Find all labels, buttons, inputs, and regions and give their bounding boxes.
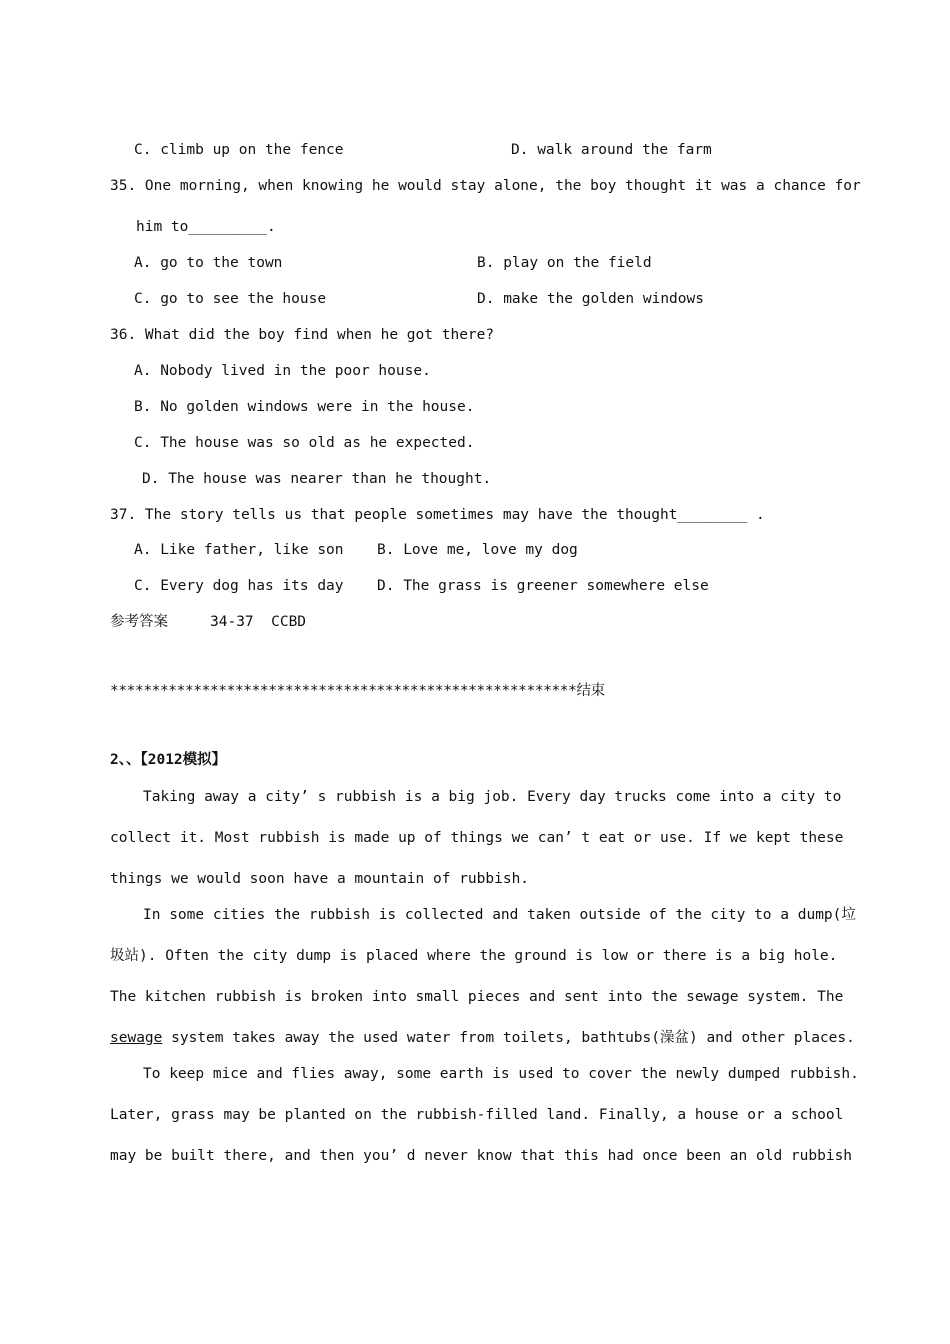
- passage-p2-line3: The kitchen rubbish is broken into small pieces and sent into the sewage system. The: [110, 989, 844, 1005]
- section-divider: ********************************************************结束: [110, 683, 605, 699]
- passage-p3-line2: Later, grass may be planted on the rubbish-filled land. Finally, a house or a school: [110, 1107, 844, 1123]
- q36-stem: 36. What did the boy find when he got there?: [110, 327, 495, 343]
- passage-p1-line3: things we would soon have a mountain of rubbish.: [110, 871, 530, 887]
- answer-key-value: 34-37 CCBD: [210, 614, 307, 630]
- passage-p2-line4-rest: system takes away the used water from toilets, bathtubs(澡盆) and other places.: [162, 1030, 855, 1046]
- q37-stem: 37. The story tells us that people sometimes may have the thought________ .: [110, 507, 765, 523]
- q36-option-a: A. Nobody lived in the poor house.: [134, 363, 431, 379]
- q37-option-b: B. Love me, love my dog: [377, 542, 578, 558]
- passage-p3-line3: may be built there, and then you’ d never know that this had once been an old rubbish: [110, 1148, 853, 1164]
- q36-option-b: B. No golden windows were in the house.: [134, 399, 475, 415]
- q34-option-d: D. walk around the farm: [511, 142, 712, 158]
- q35-option-a: A. go to the town: [134, 255, 283, 271]
- q35-option-c: C. go to see the house: [134, 291, 327, 307]
- passage-p2-line4: [110, 1028, 855, 1048]
- q34-option-c: C. climb up on the fence: [134, 142, 344, 158]
- passage-p1-line2: collect it. Most rubbish is made up of things we can’ t eat or use. If we kept these: [110, 830, 844, 846]
- answer-key-label: 参考答案: [110, 614, 168, 630]
- q35-stem-line1: 35. One morning, when knowing he would stay alone, the boy thought it was a chance for: [110, 178, 861, 194]
- section-heading: 2、、【2012模拟】: [110, 752, 227, 768]
- q37-option-d: D. The grass is greener somewhere else: [377, 578, 709, 594]
- underlined-word: sewage: [110, 1030, 163, 1046]
- q36-option-d: D. The house was nearer than he thought.: [142, 471, 492, 487]
- q37-option-c: C. Every dog has its day: [134, 578, 344, 594]
- q35-option-b: B. play on the field: [477, 255, 652, 271]
- q35-stem-line2: him to_________.: [136, 219, 276, 235]
- q37-option-a: A. Like father, like son: [134, 542, 344, 558]
- passage-p2-line1: In some cities the rubbish is collected and taken outside of the city to a dump(垃: [143, 907, 856, 923]
- passage-p1-line1: Taking away a city’ s rubbish is a big job. Every day trucks come into a city to: [143, 789, 842, 805]
- passage-p2-line2: 圾站). Often the city dump is placed where the ground is low or there is a big hole.: [110, 948, 838, 964]
- q35-option-d: D. make the golden windows: [477, 291, 704, 307]
- q36-option-c: C. The house was so old as he expected.: [134, 435, 475, 451]
- passage-p3-line1: To keep mice and flies away, some earth is used to cover the newly dumped rubbish.: [143, 1066, 859, 1082]
